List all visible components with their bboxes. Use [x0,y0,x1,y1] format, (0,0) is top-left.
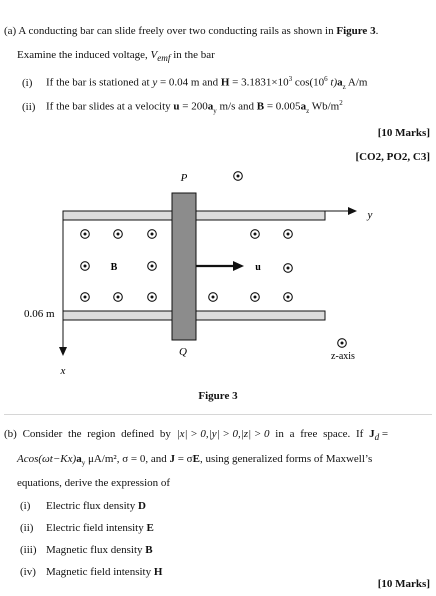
item-number: (i) [22,76,33,89]
course-outcomes: [CO2, PO2, C3] [355,151,430,163]
velocity-arrowhead [233,261,244,271]
label-u: u [255,262,261,273]
v-emf-subscript: emf [157,53,171,64]
az-unit-vector: a [300,100,307,113]
velocity-value: = 200 [179,100,208,113]
field-dot-icon [209,293,218,302]
label-b: B [110,262,118,273]
field-dot-icon [148,230,157,239]
field-dot-icon [251,230,260,239]
h-vector: H [220,76,230,89]
field-dot-icon [284,264,293,273]
j-vector: J [169,453,175,465]
question-a-intro-text: (a) A conducting bar can slide freely over two conducting rails as shown in [4,25,337,37]
item-text: Magnetic flux density [46,544,146,556]
line-2-rest: μA/m², σ = 0, and [85,453,170,465]
equals: = [379,428,389,440]
exponent-2: 6 [324,75,328,83]
label-z-axis: z-axis [331,351,355,362]
marks-a: [10 Marks] [377,127,430,139]
label-y: y [367,209,373,221]
label-q: Q [179,346,187,358]
line-2-end: , using generalized forms of Maxwell’s [199,453,373,465]
question-a-intro-end: . [375,25,379,37]
jd-subscript: d [374,432,380,443]
field-dot-icon [81,230,90,239]
item-text: If the bar slides at a velocity [46,100,174,113]
label-x: x [60,365,66,377]
field-dot-icon [81,262,90,271]
z-axis-dot-icon [338,339,347,348]
item-text-mid: m/s and [216,100,257,113]
field-dot-icon [234,172,243,181]
field-dot-icon [148,293,157,302]
divider [4,414,432,415]
b-vector: B [256,100,265,113]
jd-vector: J [369,428,375,440]
field-dot-icon [81,293,90,302]
region-expression: |x| > 0,|y| > 0,|z| > 0 [176,428,270,440]
field-dot-icon [114,230,123,239]
question-b-item-3 [20,544,153,556]
task-text-end: in the bar [170,49,215,61]
question-b-line-2 [17,453,372,467]
field-dot-icon [284,230,293,239]
jd-expression: Acos(ωt−Kx) [17,453,77,465]
unit: A/m [345,76,368,89]
cos-part: cos(10 [292,76,325,89]
u-vector: u [173,100,180,113]
item-text: If the bar is stationed at [46,76,153,89]
field-dot-icon [284,293,293,302]
item-text-mid: = 0.04 m and [157,76,221,89]
y-variable: y [152,76,158,89]
item-number: (iv) [20,566,36,578]
az-subscript: z [342,82,346,91]
exponent-1: 3 [288,75,293,83]
v-emf-symbol: V [150,49,158,61]
x-axis-arrowhead [59,347,67,356]
task-text: Examine the induced voltage, [17,49,151,61]
y-axis-arrowhead [348,207,357,215]
h-value: = 3.1831×10 [229,76,289,89]
question-b-mid: in a free space. If [269,428,370,440]
question-b-item-2 [20,522,154,534]
ay-subscript: y [81,459,86,468]
j-equals: = σ [174,453,193,465]
item-text: Electric flux density [46,500,138,512]
question-b-line-3: equations, derive the expression of [17,477,171,489]
figure-caption: Figure 3 [198,390,238,402]
item-text: Electric field intensity [46,522,147,534]
item-number: (i) [20,500,31,512]
question-b-head [4,428,388,442]
field-dot-icon [148,262,157,271]
item-symbol: E [146,522,154,534]
unit: Wb/m [309,100,340,113]
question-b-item-4 [20,566,162,578]
label-p: P [180,172,188,184]
field-dot-icon [251,293,260,302]
ay-unit-vector: a [76,453,82,465]
marks-b: [10 Marks] [377,578,430,590]
item-number: (ii) [22,100,36,113]
az-unit-vector: a [337,76,343,89]
b-value: = 0.005 [264,100,301,113]
item-symbol: D [137,500,146,512]
unit-exponent: 2 [339,99,343,107]
t-part: t) [327,76,338,89]
item-symbol: H [153,566,163,578]
ay-subscript: y [213,106,217,115]
item-text: Magnetic field intensity [46,566,154,578]
conducting-bar [172,193,196,340]
item-number: (iii) [20,544,37,556]
az-subscript: z [306,106,310,115]
item-symbol: B [145,544,153,556]
figure-reference: Figure 3 [336,25,376,37]
field-dot-icon [114,293,123,302]
question-b-text: (b) Consider the region defined by [4,428,177,440]
question-b-item-1 [20,500,146,512]
item-number: (ii) [20,522,34,534]
label-distance: 0.06 m [24,308,55,320]
e-vector: E [192,453,200,465]
ay-unit-vector: a [207,100,214,113]
